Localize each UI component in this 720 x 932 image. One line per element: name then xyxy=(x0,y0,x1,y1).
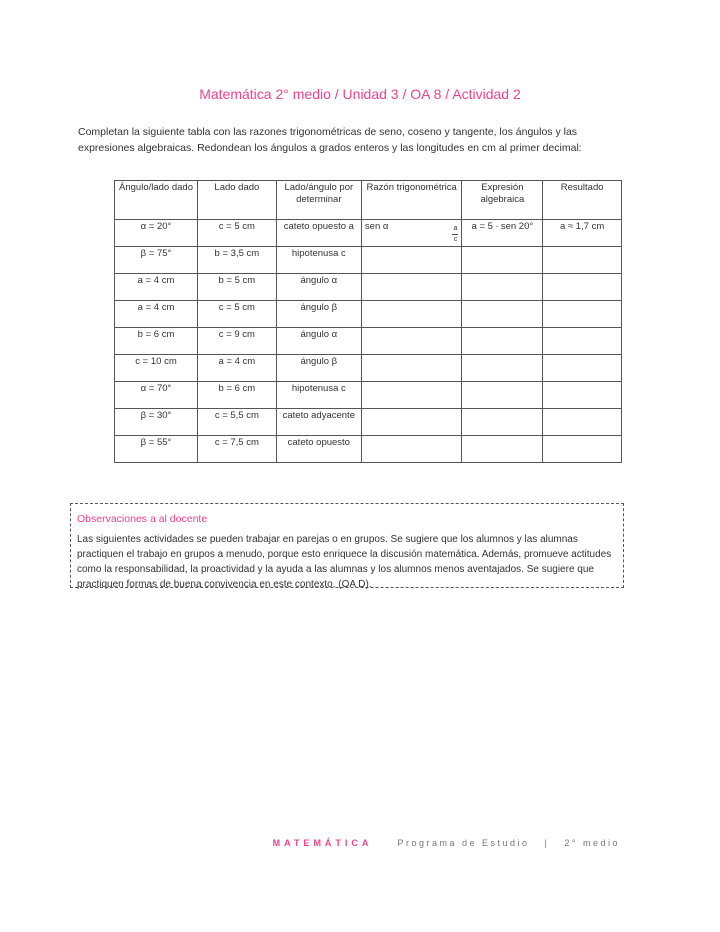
cell-result xyxy=(543,274,622,301)
footer-grade: 2° medio xyxy=(564,838,620,848)
page-footer xyxy=(273,838,620,848)
header-result: Resultado xyxy=(543,181,622,220)
cell-trig-ratio xyxy=(361,274,462,301)
table-row xyxy=(115,301,622,328)
cell-to-determine: cateto opuesto a xyxy=(276,220,361,247)
table-row xyxy=(115,247,622,274)
cell-algebraic-expression xyxy=(462,436,543,463)
cell-side-given: c = 5,5 cm xyxy=(198,409,277,436)
ratio-denominator: c xyxy=(453,236,458,243)
cell-to-determine: cateto adyacente xyxy=(276,409,361,436)
cell-angle-side-given: β = 55° xyxy=(115,436,198,463)
cell-side-given: b = 3,5 cm xyxy=(198,247,277,274)
page-title: Matemática 2° medio / Unidad 3 / OA 8 / Actividad 2 xyxy=(199,86,521,102)
cell-algebraic-expression xyxy=(462,328,543,355)
cell-side-given: b = 6 cm xyxy=(198,382,277,409)
cell-trig-ratio xyxy=(361,220,462,247)
cell-result xyxy=(543,355,622,382)
cell-result xyxy=(543,436,622,463)
cell-trig-ratio xyxy=(361,355,462,382)
trig-table xyxy=(114,180,622,463)
cell-trig-ratio xyxy=(361,382,462,409)
ratio-numerator: a xyxy=(453,225,458,232)
ratio-expression xyxy=(365,221,459,244)
header-side-given: Lado dado xyxy=(198,181,277,220)
teacher-notes-title: Observaciones a al docente xyxy=(77,513,208,525)
footer-program: Programa de Estudio xyxy=(397,838,530,848)
ratio-fraction xyxy=(452,225,458,244)
cell-angle-side-given: b = 6 cm xyxy=(115,328,198,355)
cell-side-given: a = 4 cm xyxy=(198,355,277,382)
table-header-row xyxy=(115,181,622,220)
cell-algebraic-expression xyxy=(462,382,543,409)
cell-trig-ratio xyxy=(361,247,462,274)
table-row xyxy=(115,328,622,355)
cell-algebraic-expression xyxy=(462,409,543,436)
cell-side-given: c = 7,5 cm xyxy=(198,436,277,463)
cell-side-given: c = 9 cm xyxy=(198,328,277,355)
cell-angle-side-given: c = 10 cm xyxy=(115,355,198,382)
cell-algebraic-expression: a = 5 ∙ sen 20° xyxy=(462,220,543,247)
cell-trig-ratio xyxy=(361,409,462,436)
cell-algebraic-expression xyxy=(462,247,543,274)
header-angle-side-given: Ángulo/lado dado xyxy=(115,181,198,220)
table-row xyxy=(115,382,622,409)
cell-side-given: c = 5 cm xyxy=(198,220,277,247)
cell-to-determine: hipotenusa c xyxy=(276,247,361,274)
cell-result: a ≈ 1,7 cm xyxy=(543,220,622,247)
footer-divider: | xyxy=(544,838,550,848)
fraction-bar xyxy=(452,234,458,235)
cell-algebraic-expression xyxy=(462,355,543,382)
cell-to-determine: ángulo α xyxy=(276,274,361,301)
table-row xyxy=(115,436,622,463)
table-row xyxy=(115,220,622,247)
cell-angle-side-given: α = 20° xyxy=(115,220,198,247)
cell-angle-side-given: α = 70° xyxy=(115,382,198,409)
cell-to-determine: ángulo α xyxy=(276,328,361,355)
header-to-determine: Lado/ángulo por determinar xyxy=(276,181,361,220)
cell-result xyxy=(543,247,622,274)
cell-angle-side-given: a = 4 cm xyxy=(115,274,198,301)
ratio-function: sen α xyxy=(364,221,389,232)
cell-result xyxy=(543,301,622,328)
table-row xyxy=(115,355,622,382)
cell-angle-side-given: β = 30° xyxy=(115,409,198,436)
instructions-text: Completan la siguiente tabla con las razones trigonométricas de seno, coseno y tangente, los ángulos y las expresiones algebraicas. Redondean los ángulos a grados enteros y las longitudes en cm al primer decimal: xyxy=(78,126,582,154)
cell-algebraic-expression xyxy=(462,301,543,328)
table-row xyxy=(115,409,622,436)
cell-to-determine: cateto opuesto xyxy=(276,436,361,463)
cell-result xyxy=(543,328,622,355)
cell-trig-ratio xyxy=(361,436,462,463)
cell-angle-side-given: a = 4 cm xyxy=(115,301,198,328)
cell-to-determine: hipotenusa c xyxy=(276,382,361,409)
header-algebraic-expression: Expresión algebraica xyxy=(462,181,543,220)
cell-to-determine: ángulo β xyxy=(276,301,361,328)
cell-trig-ratio xyxy=(361,301,462,328)
cell-to-determine: ángulo β xyxy=(276,355,361,382)
cell-side-given: b = 5 cm xyxy=(198,274,277,301)
cell-angle-side-given: β = 75° xyxy=(115,247,198,274)
teacher-notes-box xyxy=(70,503,624,588)
cell-result xyxy=(543,409,622,436)
cell-algebraic-expression xyxy=(462,274,543,301)
table-row xyxy=(115,274,622,301)
cell-result xyxy=(543,382,622,409)
teacher-notes-text: Las siguientes actividades se pueden trabajar en parejas o en grupos. Se sugiere que los alumnos y las alumnas practiquen el trabajo en grupos a menudo, porque esto enriquece la discusión matemática. Además, promueve actitudes como la responsabilidad, la proactividad y la ayuda a las alumnas y los alumnos menos aventajados. Se sugiere que practiquen formas de buena convivencia en este contexto. (OA D). xyxy=(77,534,612,590)
cell-side-given: c = 5 cm xyxy=(198,301,277,328)
footer-subject: MATEMÁTICA xyxy=(272,838,373,848)
cell-trig-ratio xyxy=(361,328,462,355)
header-trig-ratio: Razón trigonométrica xyxy=(361,181,462,220)
